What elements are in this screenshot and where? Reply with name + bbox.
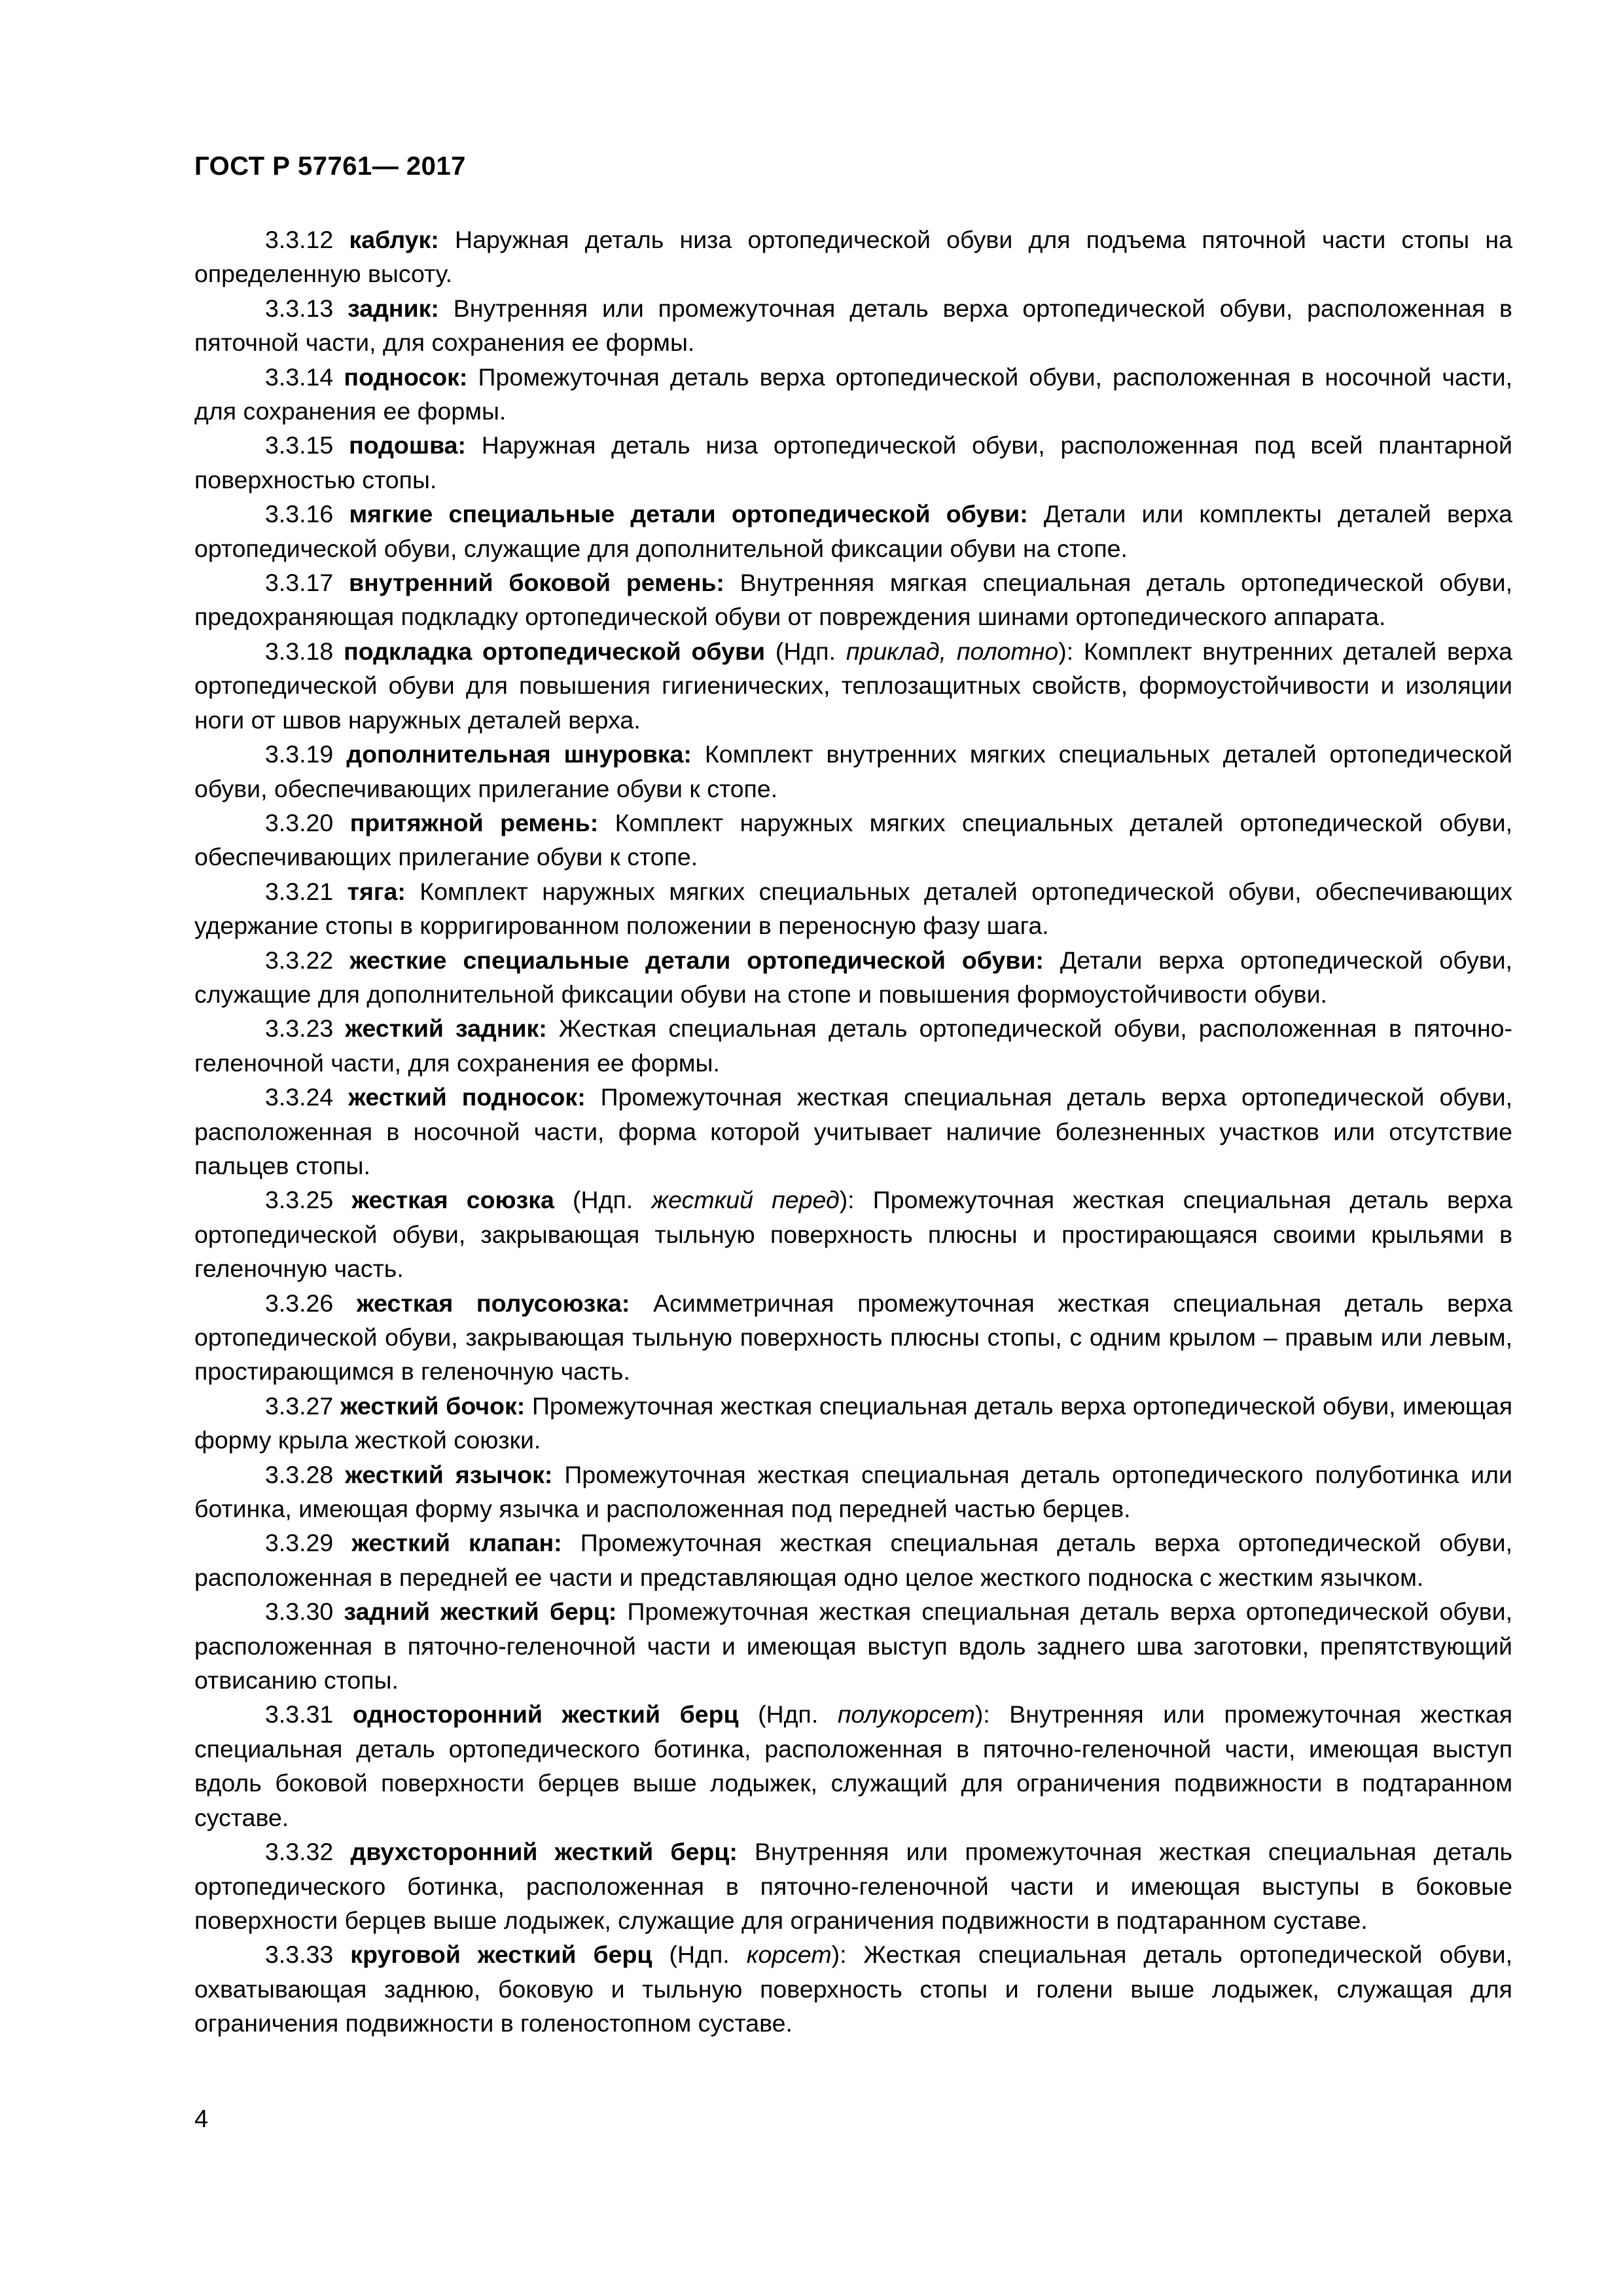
term-name: жесткие специальные детали ортопедической обуви: [349, 946, 1044, 974]
term-number: 3.3.21 [265, 877, 348, 905]
term-entry [194, 1937, 1512, 2040]
term-number: 3.3.30 [265, 1598, 344, 1626]
term-name: мягкие специальные детали ортопедической обуви: [349, 500, 1028, 528]
term-definition: Детали верха ортопедической обуви, служащие для дополнительной фиксации обуви на стопе и повышения формоустойчивости обуви. [194, 946, 1512, 1008]
term-definition: Комплект внутренних мягких специальных деталей ортопедической обуви, обеспечивающих прилегание обуви к стопе. [194, 740, 1512, 802]
term-definition: Промежуточная жесткая специальная деталь верха ортопедической обуви, имеющая форму крыла жесткой союзки. [194, 1391, 1512, 1454]
term-number: 3.3.24 [265, 1083, 349, 1111]
term-number: 3.3.17 [265, 569, 349, 597]
term-number: 3.3.23 [265, 1014, 346, 1043]
term-number: 3.3.27 [265, 1391, 340, 1420]
term-entry [194, 565, 1512, 634]
term-number: 3.3.29 [265, 1529, 352, 1557]
term-name: подкладка ортопедической обуви [344, 637, 766, 665]
term-entry [194, 1286, 1512, 1389]
term-entry [194, 1080, 1512, 1183]
term-definition: Промежуточная жесткая специальная деталь верха ортопедической обуви, расположенная в пяточно-геленочной части и имеющая выступ вдоль заднего шва заготовки, препятствующий отвисанию стопы. [194, 1598, 1512, 1695]
term-name: жесткий язычок: [345, 1460, 553, 1488]
document-header: ГОСТ Р 57761— 2017 [194, 152, 466, 181]
term-definition: Жесткая специальная деталь ортопедической обуви, охватывающая заднюю, боковую и тыльную поверхность стопы и голени выше лодыжек, служащая для ограничения подвижности в голеностопном суставе. [194, 1941, 1512, 2037]
term-number: 3.3.14 [265, 363, 344, 391]
term-name: задник: [348, 294, 439, 322]
term-definition: Комплект внутренних деталей верха ортопедической обуви для повышения гигиенических, теплозащитных свойств, формоустойчивости и изоляции ноги от швов наружных деталей верха. [194, 637, 1512, 734]
term-number: 3.3.18 [265, 637, 344, 665]
term-name: внутренний боковой ремень: [349, 569, 724, 597]
term-definition: Комплект наружных мягких специальных деталей ортопедической обуви, обеспечивающих удержание стопы в корригированном положении в переносную фазу шага. [194, 877, 1512, 940]
term-entry [194, 1011, 1512, 1080]
term-entry [194, 1389, 1512, 1458]
term-number: 3.3.32 [265, 1838, 351, 1866]
term-entry [194, 737, 1512, 806]
term-definition: Асимметричная промежуточная жесткая специальная деталь верха ортопедической обуви, закрывающая тыльную поверхность плюсны стопы, с одним крылом – правым или левым, простирающимся в геленочную часть. [194, 1289, 1512, 1386]
term-alt-name: полукорсет [837, 1700, 975, 1729]
term-entry [194, 360, 1512, 429]
term-number: 3.3.16 [265, 500, 349, 528]
term-name: жесткий подносок: [348, 1083, 586, 1111]
term-alt-prefix: (Ндп. [554, 1186, 652, 1214]
term-definition: Промежуточная жесткая специальная деталь ортопедического полуботинка или ботинка, имеющая форму язычка и расположенная под передней частью берцев. [194, 1460, 1512, 1523]
term-name: тяга: [347, 877, 406, 905]
term-number: 3.3.26 [265, 1289, 357, 1317]
term-entry [194, 1835, 1512, 1937]
term-entry [194, 497, 1512, 565]
term-name: двухсторонний жесткий берц: [350, 1838, 738, 1866]
term-name: подошва: [349, 431, 466, 459]
term-number: 3.3.12 [265, 226, 349, 253]
term-name: круговой жесткий берц [350, 1941, 652, 1969]
term-entry [194, 1458, 1512, 1526]
term-name: жесткий бочок: [340, 1391, 526, 1420]
term-definition: Внутренняя мягкая специальная деталь ортопедической обуви, предохраняющая подкладку ортопедической обуви от повреждения шинами ортопедического аппарата. [194, 569, 1512, 631]
term-definition: Наружная деталь низа ортопедической обуви, расположенная под всей плантарной поверхностью стопы. [194, 431, 1512, 493]
term-definition: Промежуточная жесткая специальная деталь верха ортопедической обуви, расположенная в передней ее части и представляющая одно целое жесткого подноска с жестким язычком. [194, 1529, 1512, 1591]
term-definition: Комплект наружных мягких специальных деталей ортопедической обуви, обеспечивающих прилегание обуви к стопе. [194, 808, 1512, 871]
term-number: 3.3.25 [265, 1186, 352, 1214]
term-entry [194, 428, 1512, 497]
page-number: 4 [194, 2106, 209, 2133]
term-entry [194, 943, 1512, 1012]
term-name: каблук: [349, 226, 439, 253]
term-alt-name: жесткий перед [651, 1186, 840, 1214]
term-number: 3.3.20 [265, 808, 350, 836]
term-alt-prefix: (Ндп. [765, 637, 846, 665]
term-number: 3.3.33 [265, 1941, 351, 1969]
term-alt-prefix: (Ндп. [738, 1700, 838, 1729]
term-entry [194, 806, 1512, 874]
term-alt-suffix: ): [974, 1700, 990, 1729]
term-name: жесткий клапан: [351, 1529, 562, 1557]
term-name: задний жесткий берц: [344, 1598, 617, 1626]
term-definition: Наружная деталь низа ортопедической обуви для подъема пяточной части стопы на определенную высоту. [194, 226, 1512, 288]
term-definition: Внутренняя или промежуточная жесткая специальная деталь ортопедического ботинка, расположенная в пяточно-геленочной части, имеющая выступ вдоль боковой поверхности берцев выше лодыжек, служащий для ограничения подвижности в подтаранном суставе. [194, 1700, 1513, 1831]
term-alt-name: приклад, полотно [846, 637, 1059, 665]
term-definition: Промежуточная деталь верха ортопедической обуви, расположенная в носочной части, для сохранения ее формы. [194, 363, 1513, 425]
term-alt-suffix: ): [839, 1186, 855, 1214]
term-definition: Детали или комплекты деталей верха ортопедической обуви, служащие для дополнительной фиксации обуви на стопе. [194, 500, 1512, 562]
term-number: 3.3.22 [265, 946, 350, 974]
term-definition: Промежуточная жесткая специальная деталь верха ортопедической обуви, закрывающая тыльную поверхность плюсны и простирающаяся своими крыльями в геленочную часть. [194, 1186, 1513, 1283]
term-name: жесткая союзка [351, 1186, 554, 1214]
term-name: притяжной ремень: [349, 808, 599, 836]
term-name: дополнительная шнуровка: [346, 740, 692, 768]
term-entry [194, 874, 1512, 943]
term-name: жесткая полусоюзка: [357, 1289, 630, 1317]
term-entry [194, 634, 1512, 737]
term-entry [194, 1183, 1512, 1285]
term-number: 3.3.13 [265, 294, 348, 322]
term-name: односторонний жесткий берц [352, 1700, 739, 1729]
terms-list [194, 223, 1512, 2041]
term-entry [194, 1526, 1512, 1594]
term-name: жесткий задник: [345, 1014, 547, 1043]
term-alt-suffix: ): [1058, 637, 1074, 665]
term-entry [194, 1594, 1512, 1697]
term-name: подносок: [344, 363, 468, 391]
term-entry [194, 223, 1512, 291]
term-number: 3.3.19 [265, 740, 347, 768]
term-entry [194, 1697, 1512, 1835]
term-entry [194, 291, 1512, 360]
term-definition: Внутренняя или промежуточная деталь верха ортопедической обуви, расположенная в пяточной части, для сохранения ее формы. [194, 294, 1512, 357]
term-alt-prefix: (Ндп. [652, 1941, 747, 1969]
term-definition: Жесткая специальная деталь ортопедической обуви, расположенная в пяточно-геленочной части, для сохранения ее формы. [194, 1014, 1512, 1077]
term-number: 3.3.28 [265, 1460, 346, 1488]
term-alt-name: корсет [746, 1941, 832, 1969]
term-alt-suffix: ): [831, 1941, 847, 1969]
term-definition: Промежуточная жесткая специальная деталь верха ортопедической обуви, расположенная в носочной части, форма которой учитывает наличие болезненных участков или отсутствие пальцев стопы. [194, 1083, 1512, 1179]
term-number: 3.3.31 [265, 1700, 353, 1729]
term-number: 3.3.15 [265, 431, 349, 459]
term-definition: Внутренняя или промежуточная жесткая специальная деталь ортопедического ботинка, расположенная в пяточно-геленочной части и имеющая выступы в боковые поверхности берцев выше лодыжек, служащие для ограничения подвижности в подтаранном суставе. [194, 1838, 1512, 1934]
